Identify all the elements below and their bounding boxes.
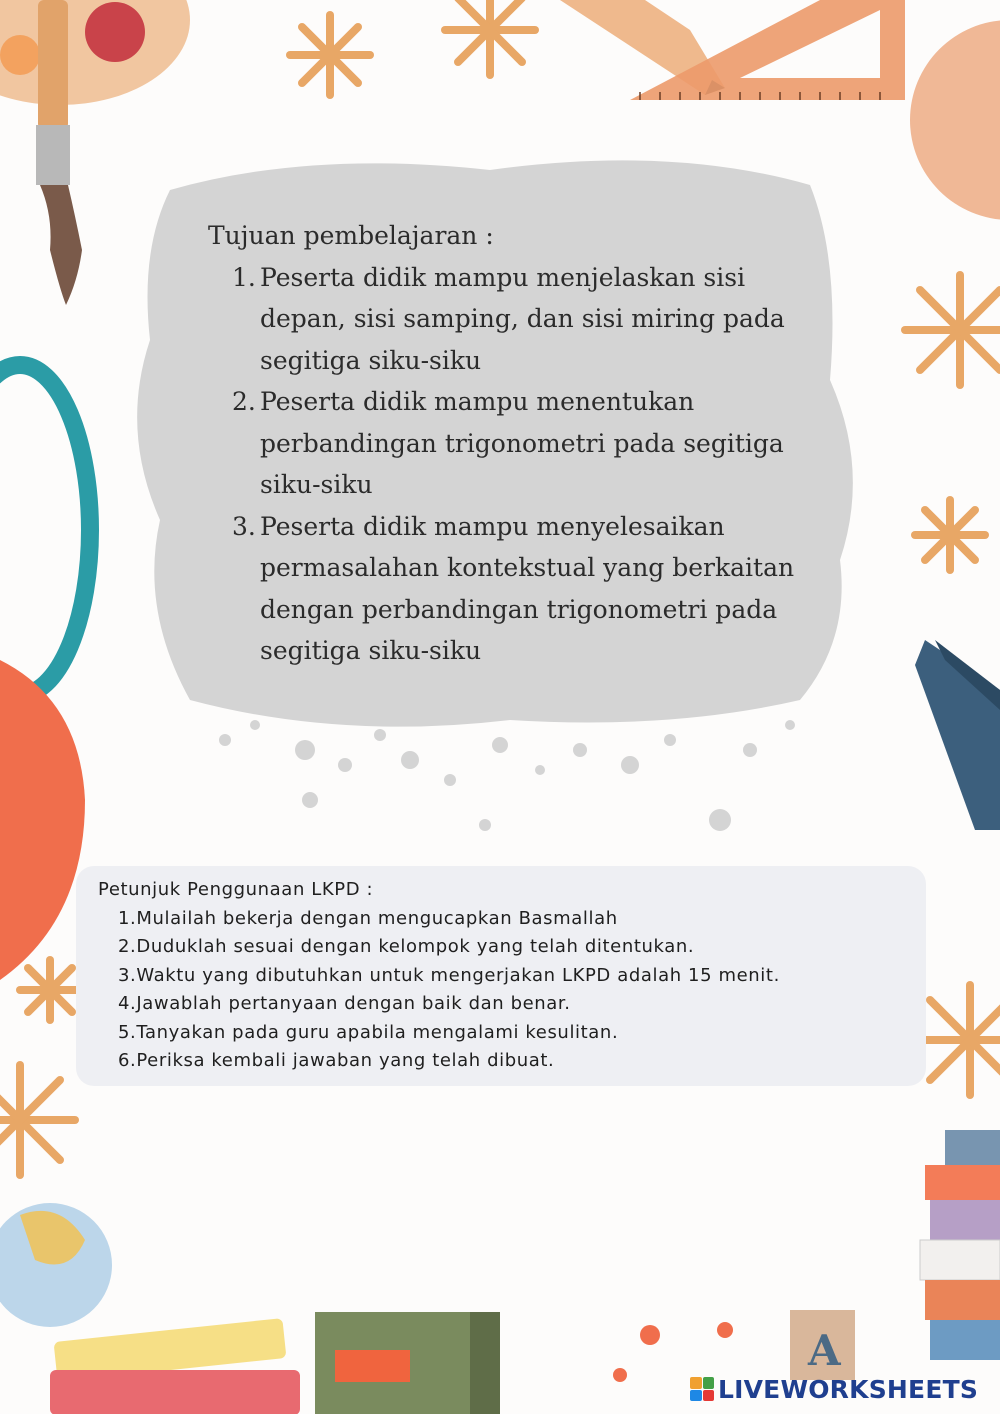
instructions-list [98,905,928,1076]
books-left-illustration [50,1318,300,1414]
pencil-ruler-illustration [560,0,905,100]
svg-text:A: A [808,1326,841,1375]
objectives-list [208,257,828,672]
notebook-illustration [315,1312,500,1414]
instruction-item: 2.Duduklah sesuai dengan kelompok yang telah ditentukan. [118,936,695,957]
objectives-title: Tujuan pembelajaran : [208,221,494,250]
instruction-item: 6.Periksa kembali jawaban yang telah dibuat. [118,1050,555,1071]
instruction-item: 4.Jawablah pertanyaan dengan baik dan benar. [118,993,571,1014]
instruction-item: 3.Waktu yang dibutuhkan untuk mengerjakan LKPD adalah 15 menit. [118,964,780,986]
liveworksheets-logo-icon [690,1377,714,1401]
objective-text: Peserta didik mampu menyelesaikan permasalahan kontekstual yang berkaitan dengan perbandingan trigonometri pada segitiga siku-siku [260,511,795,665]
objective-item [208,506,828,672]
instructions-content [98,876,928,1076]
red-shape-decoration [0,660,85,980]
peach-circle-decoration [910,20,1000,220]
pen-illustration [915,640,1000,830]
instruction-item: 5.Tanyakan pada guru apabila mengalami kesulitan. [118,1021,619,1043]
objective-number: 2. [232,387,256,416]
objective-item [208,381,828,506]
objective-number: 3. [232,511,256,541]
letter-blocks-illustration [790,1310,855,1380]
objective-item [208,257,828,382]
objective-text: Peserta didik mampu menjelaskan sisi depan, sisi samping, dan sisi miring pada segitiga siku-siku [260,262,785,375]
objective-number: 1. [232,262,256,292]
paint-palette-illustration [0,0,190,105]
teal-ring-decoration [0,365,90,695]
instruction-item: 1.Mulailah bekerja dengan mengucapkan Basmallah [118,907,618,929]
books-right-illustration [920,1130,1000,1360]
learning-objectives [208,215,828,672]
globe-illustration [0,1203,112,1327]
liveworksheets-watermark [690,1372,978,1406]
brand-label: LIVEWORKSHEETS [718,1374,979,1404]
objective-text: Peserta didik mampu menentukan perbandingan trigonometri pada segitiga siku-siku [260,387,784,499]
instructions-title: Petunjuk Penggunaan LKPD : [98,879,374,900]
